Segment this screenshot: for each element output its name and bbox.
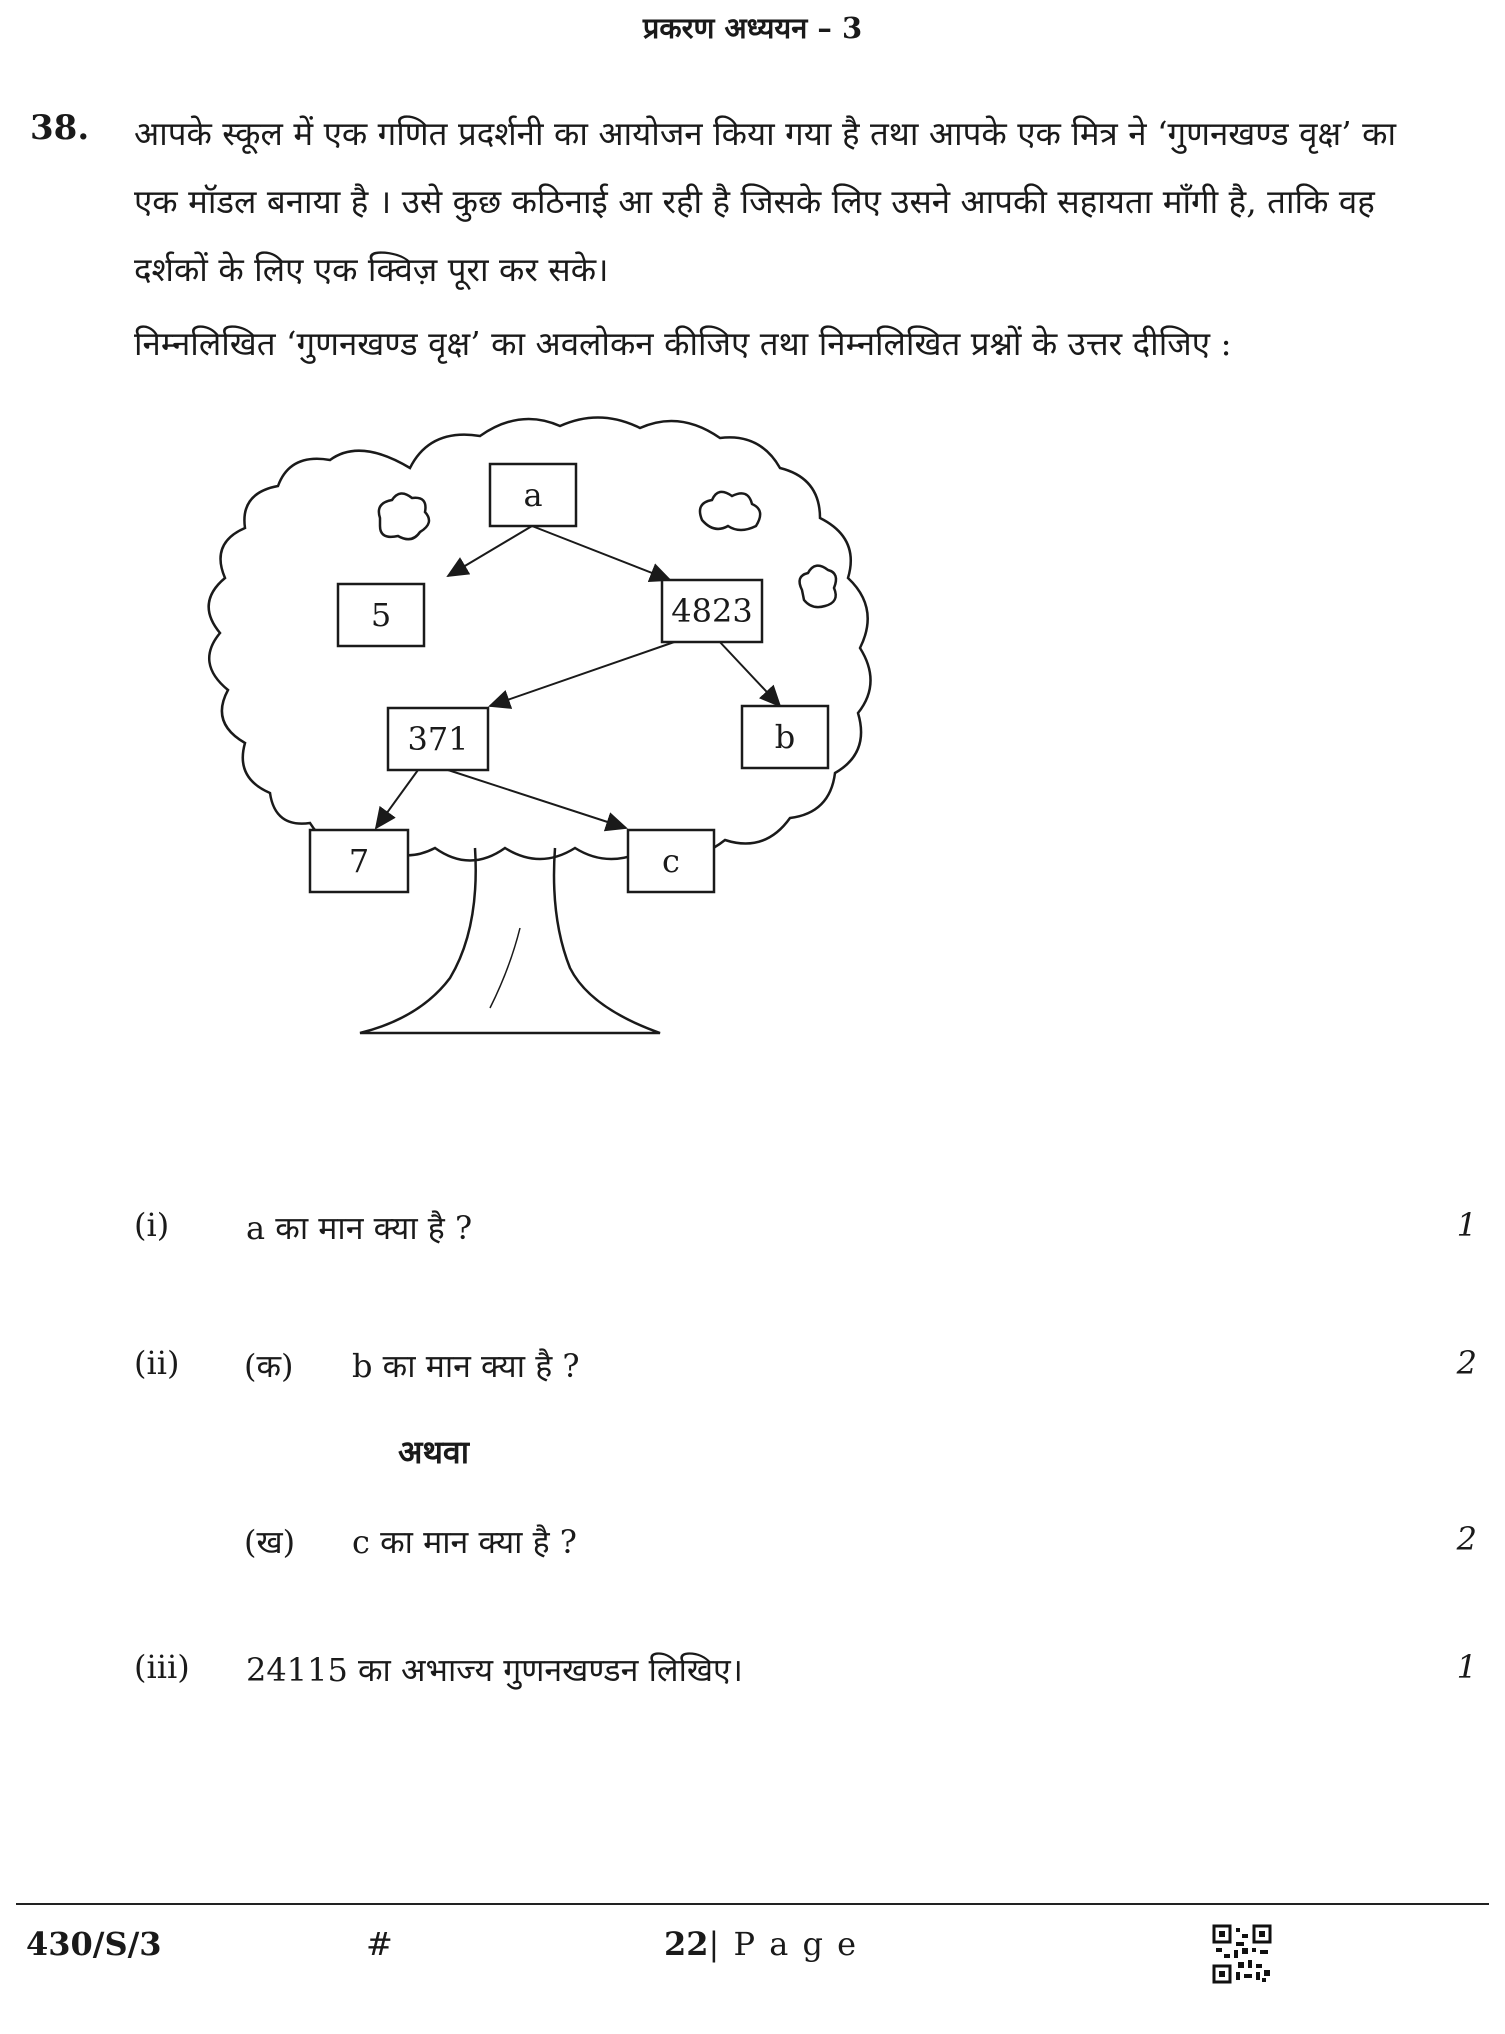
part-i-text: a का मान क्या है ? bbox=[246, 1209, 473, 1247]
question-paragraph: आपके स्कूल में एक गणित प्रदर्शनी का आयोजन किया गया है तथा आपके एक मित्र ने ‘गुणनखण्ड वृक्ष’ का एक मॉडल बनाया है । उसे कुछ कठिनाई आ रही है जिसके लिए उसने आपकी सहायता माँगी है, ताकि वह दर्शकों के लिए एक क्विज़ पूरा कर सके। bbox=[134, 114, 1396, 289]
section-heading: प्रकरण अध्ययन – 3 bbox=[642, 11, 863, 45]
page-number-value: 22 bbox=[664, 1925, 709, 1963]
part-iii-number: (iii) bbox=[134, 1648, 190, 1686]
footer-rule bbox=[16, 1903, 1489, 1905]
node-root bbox=[490, 464, 576, 526]
part-ii-b-label: (ख) bbox=[244, 1523, 296, 1561]
qr-code-icon bbox=[1212, 1924, 1272, 1984]
node-right1 bbox=[662, 580, 762, 642]
node-root-label: a bbox=[523, 476, 543, 514]
hash-mark: # bbox=[366, 1925, 393, 1963]
part-ii-b-text: c का मान क्या है ? bbox=[352, 1523, 577, 1561]
node-left1 bbox=[338, 584, 424, 646]
part-iii-marks: 1 bbox=[1456, 1648, 1477, 1686]
part-iii-text: 24115 का अभाज्य गुणनखण्डन लिखिए। bbox=[246, 1651, 743, 1689]
part-ii-a-marks: 2 bbox=[1456, 1344, 1477, 1382]
node-right3 bbox=[628, 830, 714, 892]
question-number: 38. bbox=[30, 108, 90, 148]
node-right1-label: 4823 bbox=[671, 592, 753, 630]
node-right3-label: c bbox=[662, 842, 680, 880]
node-left3 bbox=[310, 830, 408, 892]
part-ii-number: (ii) bbox=[134, 1344, 180, 1382]
node-left1-label: 5 bbox=[370, 596, 392, 634]
paper-code: 430/S/3 bbox=[26, 1925, 162, 1963]
leaf-blob-right bbox=[800, 566, 836, 607]
page-word: | P a g e bbox=[708, 1925, 859, 1963]
node-mid2 bbox=[388, 708, 488, 770]
factor-tree-diagram bbox=[180, 408, 920, 1068]
part-i-number: (i) bbox=[134, 1206, 170, 1244]
or-divider: अथवा bbox=[398, 1433, 469, 1471]
part-ii-a-text: b का मान क्या है ? bbox=[352, 1347, 580, 1385]
page-number bbox=[664, 1925, 858, 1963]
part-ii-b-marks: 2 bbox=[1456, 1520, 1477, 1558]
question-instruction: निम्नलिखित ‘गुणनखण्ड वृक्ष’ का अवलोकन कीजिए तथा निम्नलिखित प्रश्नों के उत्तर दीजिए : bbox=[134, 324, 1232, 363]
leaf-blob-left bbox=[379, 493, 429, 539]
part-i-marks: 1 bbox=[1456, 1206, 1477, 1244]
leaf-blob-top bbox=[700, 492, 760, 530]
node-right2 bbox=[742, 706, 828, 768]
part-ii-a-label: (क) bbox=[244, 1347, 294, 1385]
node-left3-label: 7 bbox=[348, 842, 370, 880]
node-right2-label: b bbox=[774, 718, 796, 756]
node-mid2-label: 371 bbox=[407, 720, 469, 758]
